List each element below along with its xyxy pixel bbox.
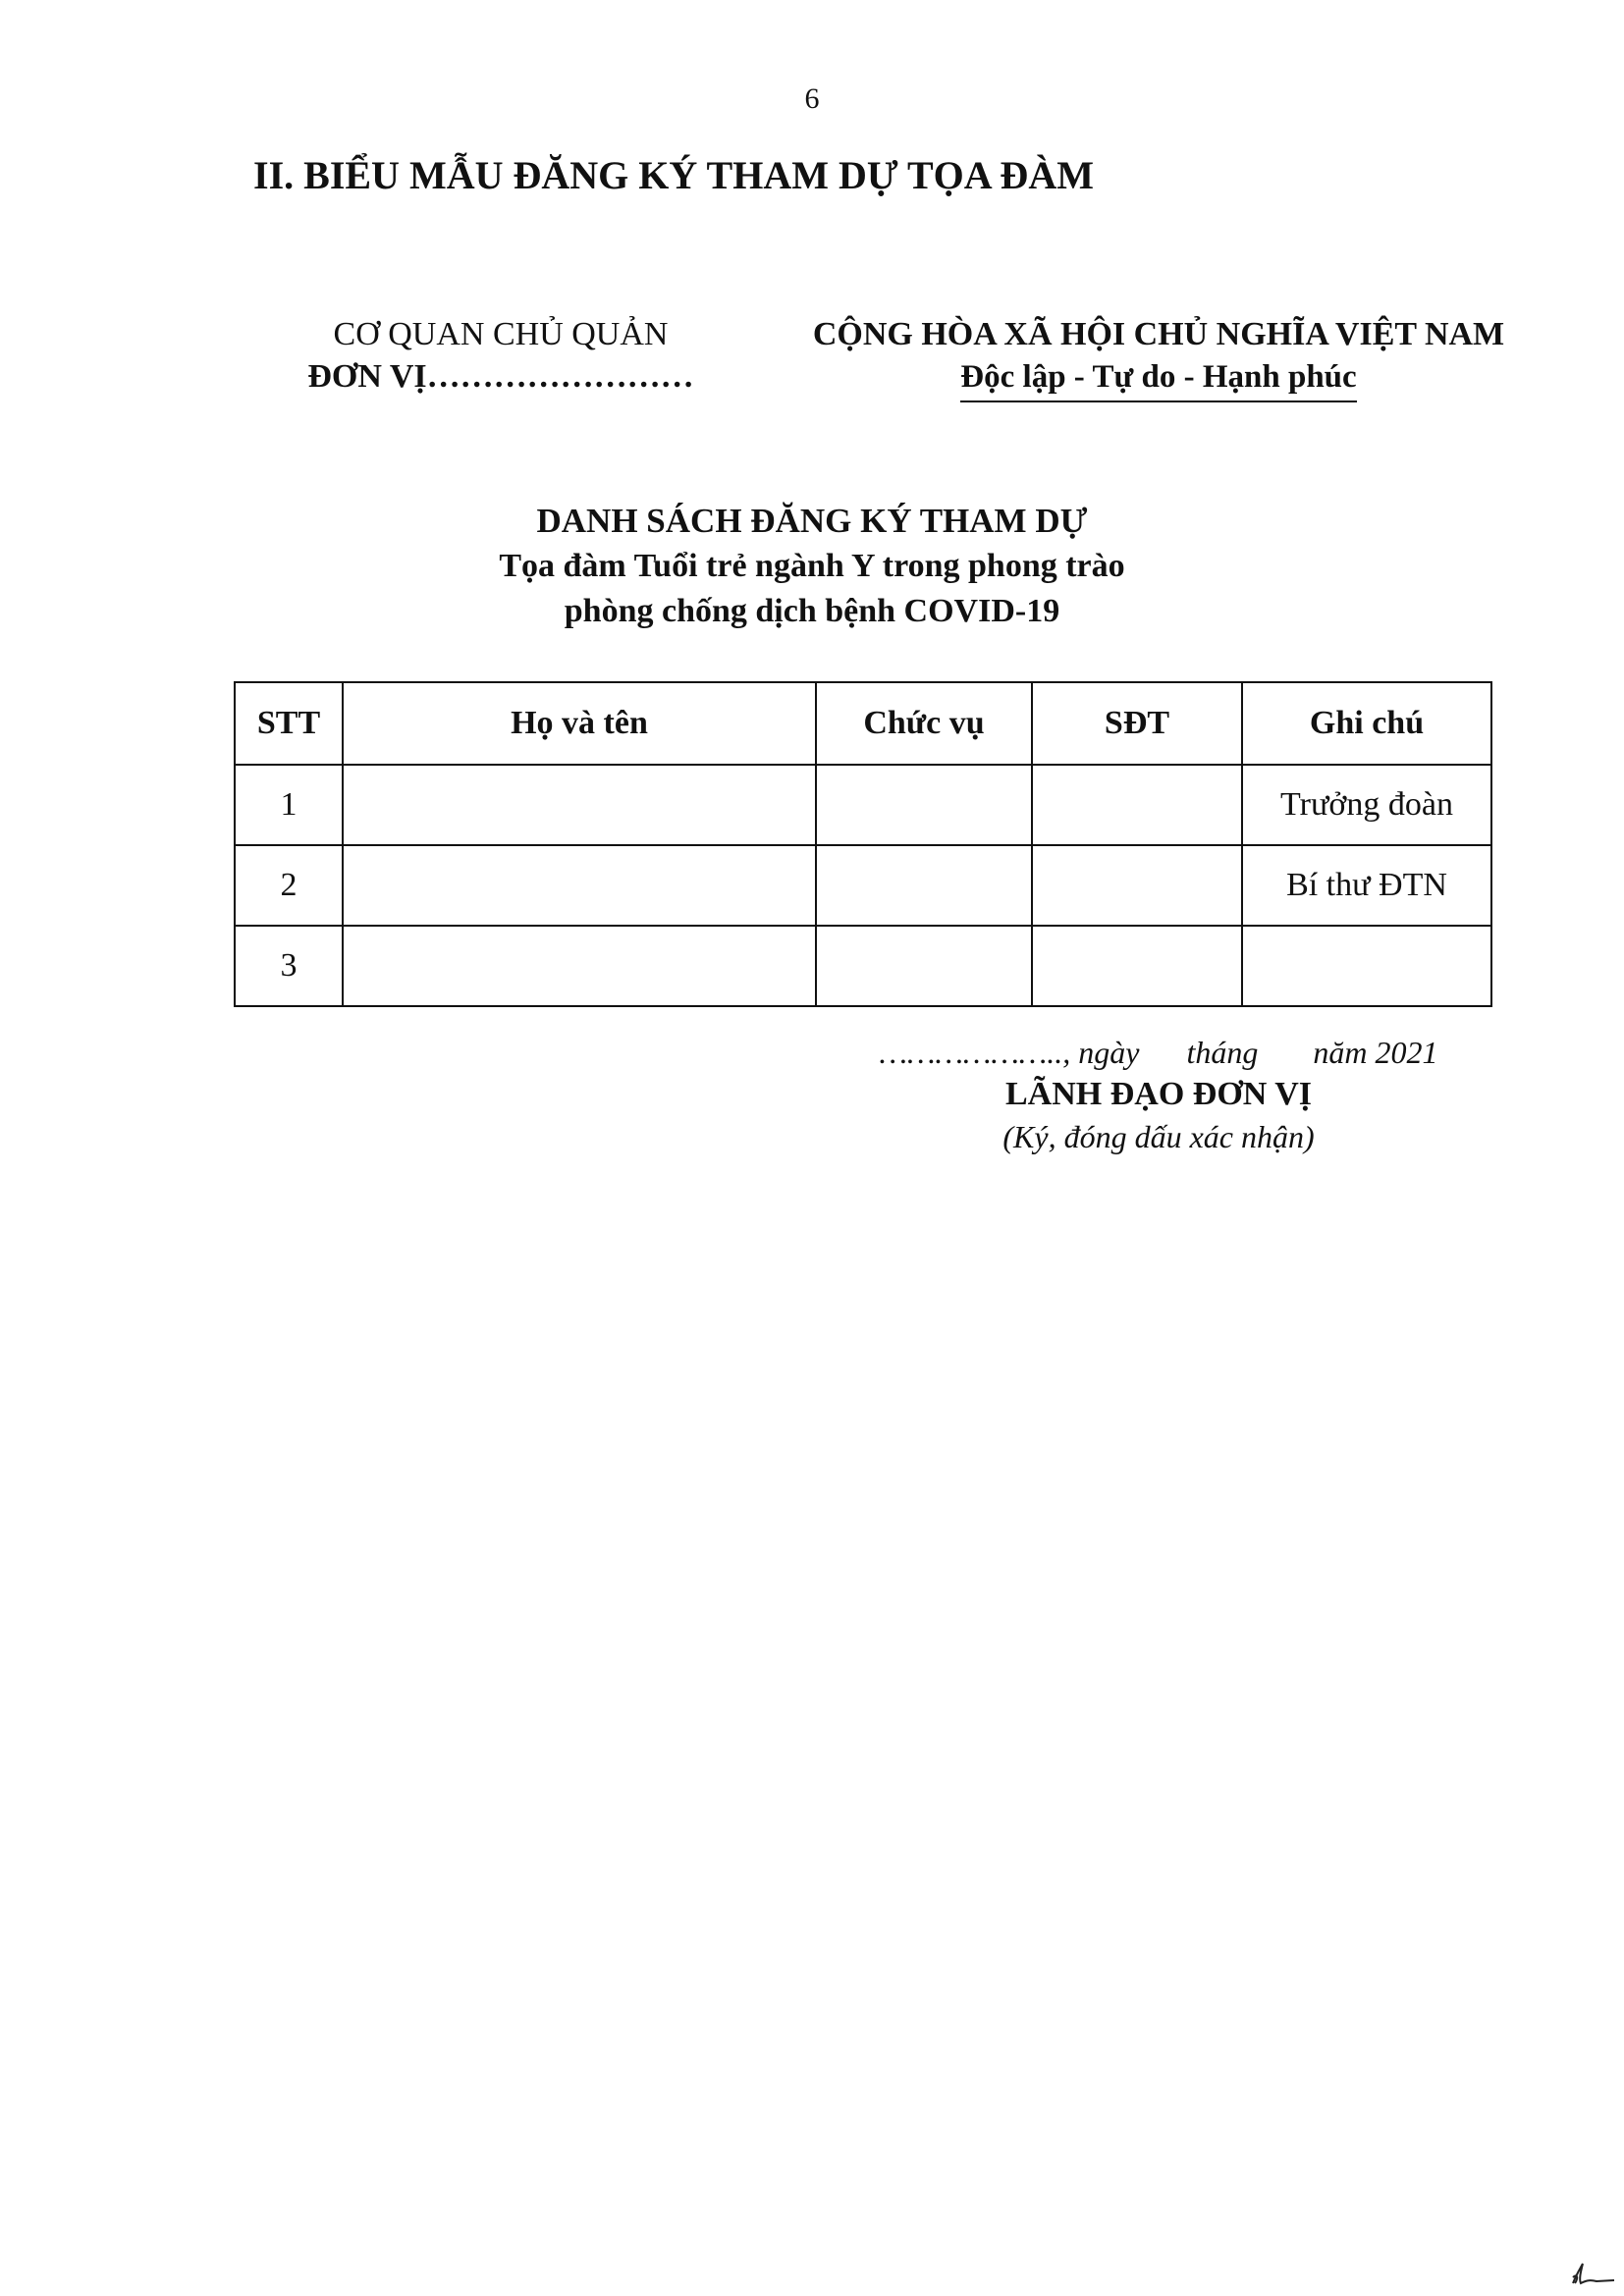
cell-note: Bí thư ĐTN [1242,845,1491,926]
cell-full-name [343,926,816,1006]
signer-title: LÃNH ĐẠO ĐƠN VỊ [1004,1076,1312,1112]
column-header-full-name: Họ và tên [343,682,816,765]
list-subtitle-line-2: phòng chống dịch bệnh COVID-19 [564,593,1060,629]
cell-phone [1032,845,1242,926]
column-header-stt: STT [235,682,343,765]
cell-full-name [343,765,816,845]
table-row [235,926,1491,1006]
cell-phone [1032,765,1242,845]
cell-note [1242,926,1491,1006]
agency-header [245,312,756,397]
column-header-phone: SĐT [1032,682,1242,765]
cell-full-name [343,845,816,926]
list-title-block [0,499,1624,634]
registration-table [234,681,1492,1007]
section-heading: II. BIỂU MẪU ĐĂNG KÝ THAM DỰ TỌA ĐÀM [253,153,1094,197]
nation-motto: Độc lập - Tự do - Hạnh phúc [960,357,1356,402]
page-number: 6 [804,82,820,115]
cell-stt: 3 [235,926,343,1006]
table-header-row [235,682,1491,765]
handwritten-initial-mark [1567,2254,1616,2289]
cell-position [816,765,1032,845]
column-header-position: Chức vụ [816,682,1032,765]
cell-phone [1032,926,1242,1006]
cell-stt: 2 [235,845,343,926]
cell-position [816,845,1032,926]
date-line: ……………….., ngày tháng năm 2021 [879,1035,1438,1070]
table-row [235,845,1491,926]
list-subtitle-line-1: Tọa đàm Tuổi trẻ ngành Y trong phong trào [499,548,1125,584]
cell-note: Trưởng đoàn [1242,765,1491,845]
cell-position [816,926,1032,1006]
national-header [785,312,1532,402]
parent-agency-label: CƠ QUAN CHỦ QUẢN [333,316,669,352]
nation-title: CỘNG HÒA XÃ HỘI CHỦ NGHĨA VIỆT NAM [812,316,1505,352]
signer-note: (Ký, đóng dấu xác nhận) [1002,1119,1315,1154]
list-title: DANH SÁCH ĐĂNG KÝ THAM DỰ [536,502,1088,540]
table-row [235,765,1491,845]
cell-stt: 1 [235,765,343,845]
column-header-note: Ghi chú [1242,682,1491,765]
unit-label: ĐƠN VỊ…………………… [307,358,694,395]
signature-block [785,1031,1532,1158]
